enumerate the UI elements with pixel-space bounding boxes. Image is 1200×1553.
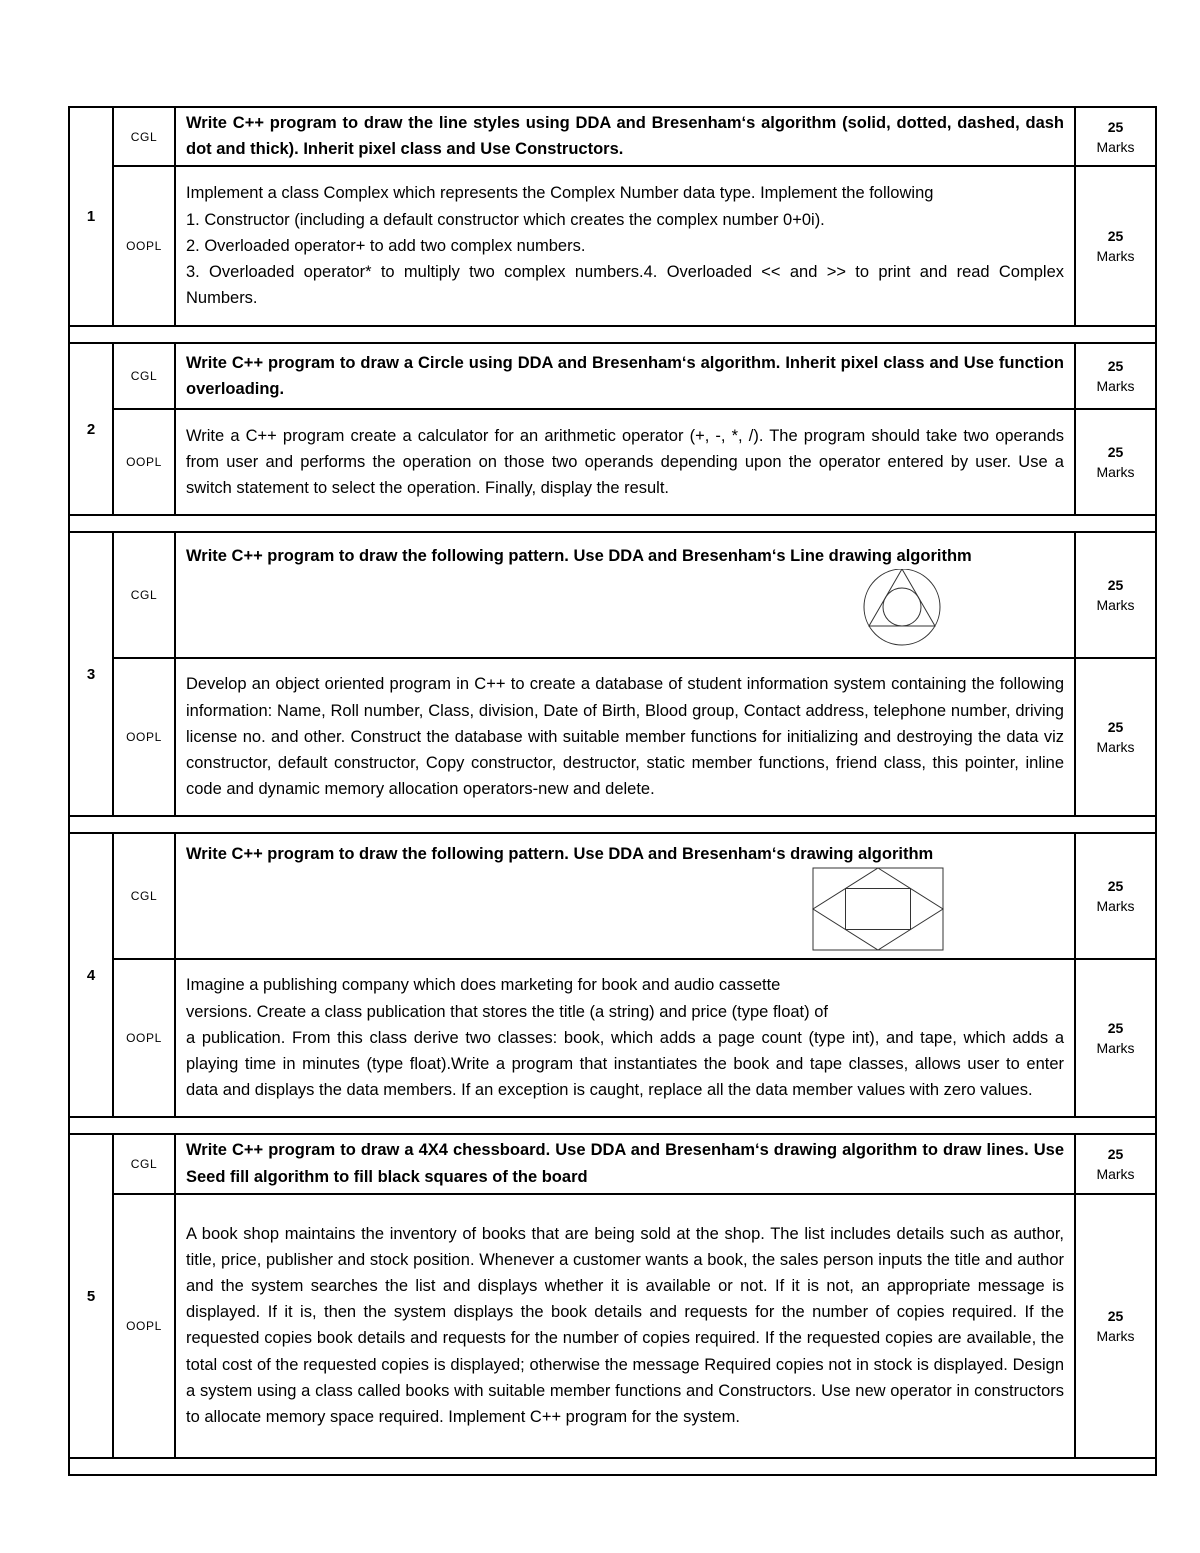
task-text: Write a C++ program create a calculator for an arithmetic operator (+, -, *, /). The program should take two operands from user and performs the operation on those two operands depending upon the operator entered by user. Use a switch statement to select the operation. Finally, display the result.	[186, 426, 1064, 497]
rectangle-diamond-pattern	[812, 867, 944, 951]
outer-rectangle	[813, 868, 943, 950]
group-1-cgl-row	[69, 107, 1156, 166]
group-2-cgl-row	[69, 343, 1156, 409]
subject-oopl: OOPL	[113, 166, 175, 326]
task-text: Develop an object oriented program in C++ to create a database of student information system containing the following information: Name, Roll number, Class, division, Date of Birth, Blood group, Contact address, telephone number, driving license no. and other. Construct the database with suitable member functions for initializing and destroying the data viz constructor, default constructor, Copy constructor, destructor, static member functions, friend class, this pointer, inline code and dynamic memory allocation operators-new and delete.	[186, 675, 1064, 799]
subject-cgl: CGL	[113, 107, 175, 166]
group-number: 3	[69, 532, 113, 816]
inner-circle	[883, 588, 921, 626]
marks-label: Marks	[1096, 1166, 1135, 1183]
task-description	[175, 959, 1075, 1117]
marks-value: 25	[1107, 228, 1124, 245]
task-description	[175, 1194, 1075, 1458]
group-4-cgl-row	[69, 833, 1156, 959]
task-text: Write C++ program to draw a Circle using DDA and Bresenham‘s algorithm. Inherit pixel class and Use function overloading.	[186, 353, 1064, 398]
marks-cell	[1075, 833, 1156, 959]
marks-label: Marks	[1096, 1040, 1135, 1057]
marks-label: Marks	[1096, 138, 1135, 155]
marks-value: 25	[1107, 1307, 1124, 1324]
marks-cell	[1075, 343, 1156, 409]
group-number: 5	[69, 1134, 113, 1457]
group-3-oopl-row	[69, 658, 1156, 816]
inscribed-triangle	[869, 569, 935, 626]
group-3-cgl-row	[69, 532, 1156, 658]
subject-oopl: OOPL	[113, 658, 175, 816]
marks-label: Marks	[1096, 1327, 1135, 1344]
group-1-oopl-row	[69, 166, 1156, 326]
subject-cgl: CGL	[113, 833, 175, 959]
task-description	[175, 833, 1075, 959]
task-text: Imagine a publishing company which does marketing for book and audio cassette versions. Create a class publication that stores the title (a string) and price (type float) of a publication. From this class derive two classes: book, which adds a page count (type int), and tape, which adds a playing time in minutes (type float).Write a program that instantiates the book and tape classes, allows user to enter data and displays the data members. If an exception is caught, replace all the data member values with zero values.	[186, 976, 1064, 1100]
task-description	[175, 1134, 1075, 1193]
group-number: 2	[69, 343, 113, 515]
diamond	[813, 868, 943, 950]
assignment-table	[68, 106, 1157, 1476]
group-number: 4	[69, 833, 113, 1117]
group-5-cgl-row	[69, 1134, 1156, 1193]
subject-oopl: OOPL	[113, 1194, 175, 1458]
task-description	[175, 532, 1075, 658]
task-text: A book shop maintains the inventory of books that are being sold at the shop. The list includes details such as author, title, price, publisher and stock position. Whenever a customer wants a book, the sales person inputs the title and author and the system searches the list and displays whether it is available or not. If it is not, an appropriate message is displayed. If it is, then the system displays the book details and requests for the number of copies required. If the requested copies book details and requests for the number of copies required. If the requested copies are available, the total cost of the requested copies is displayed; otherwise the message Required copies not in stock is displayed. Design a system using a class called books with suitable member functions and Constructors. Use new operator in constructors to allocate memory space required. Implement C++ program for the system.	[186, 1224, 1064, 1426]
marks-value: 25	[1107, 577, 1124, 594]
marks-cell	[1075, 959, 1156, 1117]
marks-cell	[1075, 166, 1156, 326]
task-text: Write C++ program to draw the following pattern. Use DDA and Bresenham‘s drawing algorithm	[186, 844, 934, 863]
marks-value: 25	[1107, 118, 1124, 135]
subject-oopl: OOPL	[113, 409, 175, 515]
task-description	[175, 166, 1075, 326]
group-separator	[69, 1117, 1156, 1134]
task-text: Write C++ program to draw the line styles using DDA and Bresenham‘s algorithm (solid, dotted, dashed, dash dot and thick). Inherit pixel class and Use Constructors.	[186, 114, 1064, 159]
task-text: Write C++ program to draw a 4X4 chessboard. Use DDA and Bresenham‘s drawing algorithm to draw lines. Use Seed fill algorithm to fill black squares of the board	[186, 1141, 1064, 1186]
marks-value: 25	[1107, 1146, 1124, 1163]
subject-cgl: CGL	[113, 532, 175, 658]
group-separator	[69, 816, 1156, 833]
task-description	[175, 409, 1075, 515]
task-description	[175, 107, 1075, 166]
subject-cgl: CGL	[113, 1134, 175, 1193]
marks-cell	[1075, 107, 1156, 166]
marks-label: Marks	[1096, 248, 1135, 265]
task-text: Write C++ program to draw the following pattern. Use DDA and Bresenham‘s Line drawing algorithm	[186, 546, 972, 565]
task-description	[175, 658, 1075, 816]
group-2-oopl-row	[69, 409, 1156, 515]
task-description	[175, 343, 1075, 409]
marks-value: 25	[1107, 878, 1124, 895]
inner-rectangle	[846, 889, 911, 930]
marks-cell	[1075, 1134, 1156, 1193]
subject-oopl: OOPL	[113, 959, 175, 1117]
marks-cell	[1075, 532, 1156, 658]
marks-label: Marks	[1096, 464, 1135, 481]
group-separator	[69, 326, 1156, 343]
marks-label: Marks	[1096, 597, 1135, 614]
marks-cell	[1075, 409, 1156, 515]
marks-cell	[1075, 1194, 1156, 1458]
group-5-oopl-row	[69, 1194, 1156, 1458]
pattern-figure	[186, 569, 1064, 647]
task-text: Implement a class Complex which represents the Complex Number data type. Implement the following 1. Constructor (including a default constructor which creates the complex number 0+0i). 2. Overloaded operator+ to add two complex numbers. 3. Overloaded operator* to multiply two complex numbers.4. Overloaded << and >> to print and read Complex Numbers.	[186, 184, 1064, 308]
marks-value: 25	[1107, 358, 1124, 375]
group-separator	[69, 1458, 1156, 1475]
group-4-oopl-row	[69, 959, 1156, 1117]
circle-triangle-pattern	[860, 569, 944, 647]
group-number: 1	[69, 107, 113, 326]
marks-label: Marks	[1096, 739, 1135, 756]
marks-cell	[1075, 658, 1156, 816]
group-separator	[69, 515, 1156, 532]
marks-value: 25	[1107, 444, 1124, 461]
pattern-figure	[186, 867, 1064, 951]
marks-value: 25	[1107, 719, 1124, 736]
subject-cgl: CGL	[113, 343, 175, 409]
marks-label: Marks	[1096, 898, 1135, 915]
marks-label: Marks	[1096, 378, 1135, 395]
marks-value: 25	[1107, 1020, 1124, 1037]
outer-circle	[864, 569, 940, 645]
